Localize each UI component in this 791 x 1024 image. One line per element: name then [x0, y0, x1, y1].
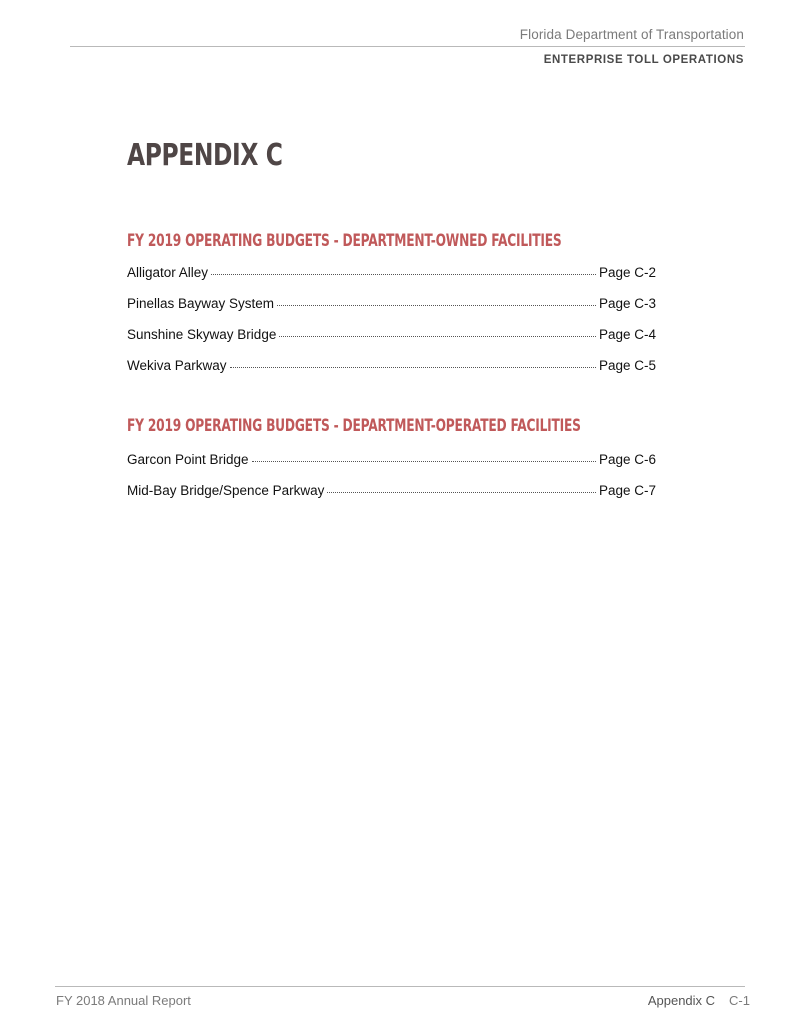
toc-entry-page: Page C-5 — [598, 358, 656, 373]
dot-leader — [279, 335, 596, 337]
toc-entry-name: Pinellas Bayway System — [127, 296, 275, 311]
toc-entry-name: Wekiva Parkway — [127, 358, 227, 373]
page-title: APPENDIX C — [127, 138, 283, 173]
toc-entry-page: Page C-4 — [598, 327, 656, 342]
toc-entry-page: Page C-7 — [598, 483, 656, 498]
dot-leader — [211, 273, 596, 275]
header-subtitle: ENTERPRISE TOLL OPERATIONS — [543, 53, 744, 67]
footer-page-number: C-1 — [729, 993, 750, 1008]
dot-leader — [230, 366, 596, 368]
toc-entry[interactable] — [127, 483, 656, 501]
toc-entry[interactable] — [127, 327, 656, 345]
toc-entry-page: Page C-6 — [598, 452, 656, 467]
toc-entry-name: Sunshine Skyway Bridge — [127, 327, 277, 342]
footer-section: Appendix C — [647, 993, 716, 1008]
footer-page-label — [648, 993, 750, 1008]
toc-entry[interactable] — [127, 358, 656, 376]
footer-divider — [55, 986, 745, 987]
toc-entry[interactable] — [127, 296, 656, 314]
header-title: Florida Department of Transportation — [519, 27, 744, 42]
footer-report-title: FY 2018 Annual Report — [56, 993, 191, 1008]
toc-entry[interactable] — [127, 265, 656, 283]
section-heading-owned: FY 2019 OPERATING BUDGETS - DEPARTMENT-OWNED FACILITIES — [127, 231, 562, 251]
header-divider — [70, 46, 745, 47]
dot-leader — [277, 304, 596, 306]
toc-entry-name: Garcon Point Bridge — [127, 452, 249, 467]
toc-entry-name: Alligator Alley — [127, 265, 209, 280]
dot-leader — [252, 460, 596, 462]
toc-entry-page: Page C-2 — [598, 265, 656, 280]
toc-entry[interactable] — [127, 452, 656, 470]
section-heading-operated: FY 2019 OPERATING BUDGETS - DEPARTMENT-OPERATED FACILITIES — [127, 416, 581, 436]
toc-entry-page: Page C-3 — [598, 296, 656, 311]
toc-entry-name: Mid-Bay Bridge/Spence Parkway — [127, 483, 325, 498]
dot-leader — [327, 491, 596, 493]
